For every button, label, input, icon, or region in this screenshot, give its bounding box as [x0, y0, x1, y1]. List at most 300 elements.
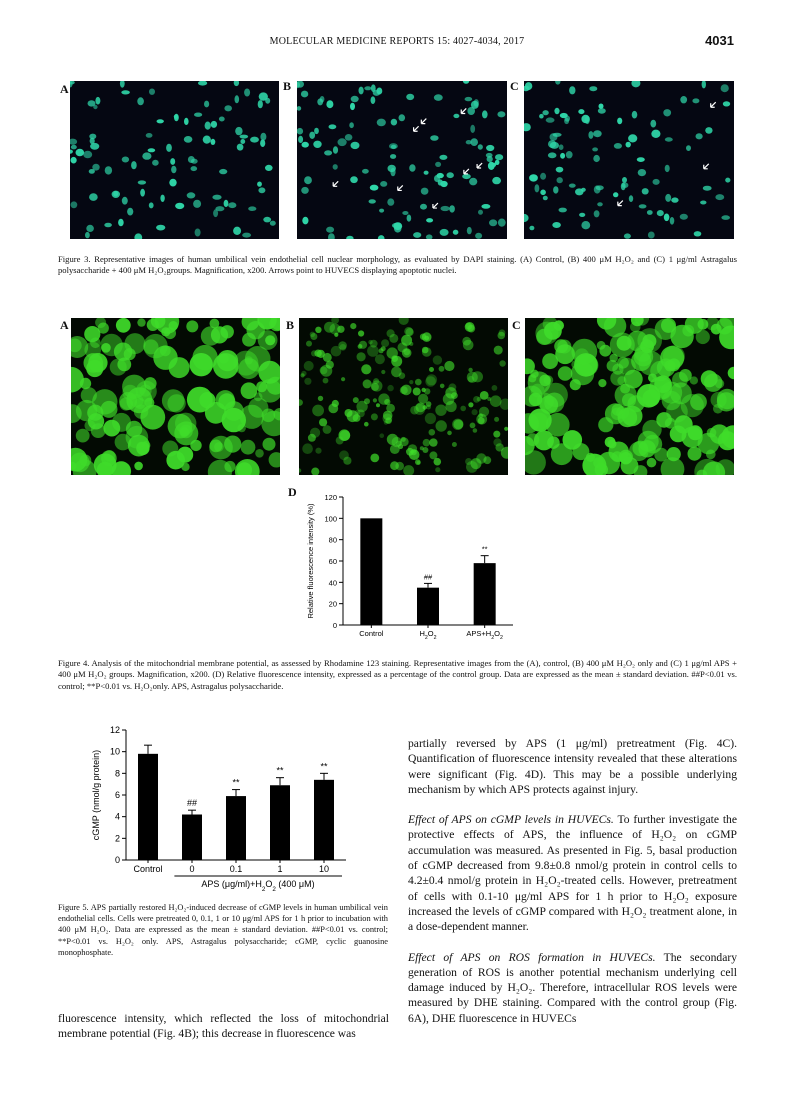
fig3-panel-label-b: B [283, 79, 292, 93]
bar [270, 785, 290, 860]
nucleus [402, 211, 408, 215]
nucleus [628, 134, 637, 142]
stained-cell [320, 365, 332, 377]
stained-cell [213, 353, 239, 379]
stained-cell [387, 434, 398, 445]
nucleus [665, 137, 673, 141]
nucleus [242, 233, 251, 238]
nucleus [219, 117, 225, 122]
nucleus [148, 148, 156, 152]
nucleus [390, 168, 395, 176]
nucleus [593, 130, 602, 137]
nucleus [594, 210, 600, 217]
nucleus [435, 162, 441, 167]
stained-cell [656, 412, 672, 428]
nucleus [585, 116, 590, 124]
nucleus [146, 133, 153, 138]
nucleus [421, 188, 429, 195]
nucleus [326, 227, 334, 233]
stained-cell [429, 429, 436, 436]
stained-cell [453, 420, 463, 430]
stained-cell [426, 405, 431, 410]
nucleus [257, 182, 262, 187]
nucleus [265, 165, 273, 171]
stained-cell [445, 387, 456, 398]
apoptosis-arrow-icon [464, 169, 469, 174]
nucleus [650, 120, 656, 128]
nucleus [588, 131, 593, 139]
stained-cell [364, 398, 370, 404]
stained-cell [358, 330, 364, 336]
stained-cell [101, 401, 118, 418]
fig4-micrograph-aps [525, 318, 734, 475]
nucleus [556, 167, 564, 173]
nucleus [637, 157, 645, 162]
stained-cell [409, 342, 413, 346]
fig3-panel-label-a: A [60, 82, 69, 96]
stained-cell [422, 388, 426, 392]
stained-cell [492, 385, 498, 391]
nucleus [122, 157, 129, 163]
stained-cell [403, 465, 414, 475]
micrograph-image [299, 318, 508, 475]
nucleus [694, 231, 702, 236]
stained-cell [387, 329, 395, 337]
nucleus [174, 114, 179, 122]
nucleus [430, 135, 438, 141]
significance-label: ## [186, 798, 198, 809]
y-tick-label: 6 [114, 790, 120, 800]
stained-cell [711, 324, 722, 335]
nucleus [653, 179, 660, 185]
nucleus [152, 160, 159, 166]
y-tick-label: 8 [114, 768, 120, 779]
nucleus [104, 223, 112, 228]
nucleus [553, 133, 562, 137]
nucleus [134, 233, 142, 239]
nucleus [622, 183, 629, 188]
y-tick-label: 2 [114, 833, 120, 844]
stained-cell [134, 462, 143, 471]
nucleus [193, 200, 201, 208]
nucleus [70, 81, 75, 85]
apoptosis-arrow-icon [421, 119, 426, 124]
nucleus [413, 232, 421, 238]
stained-cell [440, 384, 445, 389]
stained-cell [473, 396, 480, 403]
y-tick-label: 20 [328, 599, 337, 609]
nucleus [175, 203, 184, 209]
nucleus [642, 188, 649, 194]
stained-cell [660, 382, 682, 404]
nucleus [548, 152, 557, 158]
nucleus [470, 125, 475, 133]
nucleus [371, 96, 376, 104]
nucleus [149, 89, 155, 95]
stained-cell [315, 327, 321, 333]
nucleus [559, 208, 567, 213]
stained-cell [323, 378, 329, 384]
nucleus [213, 209, 218, 217]
nucleus [351, 96, 359, 102]
stained-cell [433, 355, 442, 364]
stained-cell [350, 323, 356, 329]
y-tick-label: 12 [109, 725, 120, 735]
stained-cell [597, 452, 620, 475]
nucleus [204, 101, 209, 108]
stained-cell [409, 380, 413, 384]
nucleus [329, 124, 337, 129]
stained-cell [370, 454, 379, 463]
nucleus [680, 96, 687, 103]
nucleus [723, 101, 730, 106]
stained-cell [361, 364, 371, 374]
nucleus [663, 109, 671, 116]
fig4-panel-label-b: B [286, 318, 295, 332]
apoptosis-arrow-icon [704, 164, 709, 169]
stained-cell [544, 393, 564, 413]
nucleus [631, 81, 640, 87]
nucleus [235, 127, 242, 135]
nucleus [535, 184, 540, 192]
nucleus [465, 97, 473, 101]
stained-cell [80, 455, 92, 467]
nucleus [71, 145, 77, 150]
stained-cell [647, 458, 657, 468]
fig4-panel-label-c: C [512, 318, 521, 332]
nucleus [686, 145, 691, 151]
stained-cell [547, 436, 560, 449]
stained-cell [299, 399, 303, 406]
stained-cell [435, 467, 440, 472]
stained-cell [434, 458, 442, 466]
stained-cell [357, 352, 366, 361]
stained-cell [401, 385, 412, 396]
nucleus [593, 155, 600, 162]
stained-cell [112, 413, 131, 432]
nucleus [390, 154, 396, 159]
nucleus [270, 221, 276, 226]
nucleus [529, 174, 538, 181]
stained-cell [493, 438, 501, 446]
stained-cell [436, 420, 447, 431]
micrograph-image [70, 81, 279, 239]
nucleus [482, 110, 488, 118]
nucleus [543, 196, 548, 201]
nucleus [632, 111, 638, 119]
stained-cell [655, 319, 676, 340]
stained-cell [263, 438, 276, 451]
stained-cell [255, 449, 264, 458]
nucleus [86, 225, 94, 232]
nucleus [639, 204, 647, 208]
nucleus [198, 81, 207, 86]
nucleus [88, 100, 96, 106]
stained-cell [425, 376, 436, 387]
stained-cell [463, 340, 474, 351]
nucleus [614, 143, 622, 149]
nucleus [546, 117, 555, 122]
stained-cell [385, 417, 392, 424]
x-category-label: 10 [318, 864, 330, 874]
nucleus [715, 194, 724, 200]
stained-cell [381, 346, 386, 351]
nucleus [657, 210, 664, 216]
x-category-label: Control [133, 864, 163, 874]
nucleus [324, 150, 332, 155]
nucleus [409, 164, 415, 171]
nucleus [166, 144, 172, 152]
nucleus [351, 142, 360, 149]
nucleus [557, 177, 563, 183]
nucleus [140, 189, 145, 197]
nucleus [333, 146, 338, 154]
nucleus [137, 97, 144, 105]
stained-cell [468, 368, 472, 372]
apoptosis-arrow-icon [477, 163, 482, 168]
nucleus [188, 156, 195, 163]
nucleus [121, 90, 130, 94]
nucleus [304, 176, 312, 184]
significance-label: ** [276, 765, 284, 776]
stained-cell [525, 450, 546, 474]
stained-cell [363, 379, 372, 388]
stained-cell [353, 397, 359, 403]
nucleus [297, 106, 301, 111]
nucleus [309, 132, 315, 139]
y-tick-label: 80 [328, 535, 337, 545]
stained-cell [116, 318, 131, 333]
fig4-panel-label-d: D [288, 485, 297, 499]
stained-cell [373, 378, 379, 384]
section-heading-cgmp: Effect of APS on cGMP levels in HUVECs. [408, 813, 614, 827]
stained-cell [247, 321, 265, 339]
x-category-label: $APS+H_2O_2$ [466, 629, 503, 641]
nucleus [462, 174, 471, 179]
body-paragraph-3-text: The secondary generation of ROS is another potential mechanism underlying cell damage induced by H₂O₂. Therefore, intracellular ROS levels were measured by DHE staining. Compared with the control group (Fig. 6A), DHE fluorescence in HUVECs [408, 950, 737, 1025]
stained-cell [371, 413, 378, 420]
nucleus [127, 208, 133, 216]
stained-cell [241, 382, 258, 399]
stained-cell [311, 468, 319, 476]
nucleus [95, 97, 100, 105]
nucleus [301, 91, 308, 98]
stained-cell [375, 354, 385, 364]
stained-cell [586, 453, 595, 462]
nucleus [171, 166, 176, 173]
body-paragraph-2-text: To further investigate the protective effects of APS, the influence of H₂O₂ on cGMP accumulation was measured. As presented in Fig. 5, basal production of cGMP decreased from 9.8±0.8 nmol/g protein in control cells to 4.2±0.4 nmol/g protein in H₂O₂-treated cells. However, pretreatment of cells with 0.1-10 μg/ml APS for 1 h prior to H₂O₂ exposure increased the levels of cGMP compared with H₂O₂ treatment alone, in a dose-dependent manner. [408, 813, 737, 934]
nucleus [539, 114, 544, 119]
stained-cell [359, 341, 367, 349]
fig5-bar-chart [86, 722, 356, 894]
x-category-label: 1 [277, 864, 283, 874]
stained-cell [418, 394, 428, 404]
nucleus [89, 193, 98, 201]
stained-cell [468, 402, 473, 407]
nucleus [297, 128, 303, 135]
nucleus [474, 99, 479, 107]
stained-cell [530, 413, 548, 431]
stained-cell [399, 318, 409, 325]
nucleus [721, 84, 729, 92]
y-tick-label: 0 [114, 855, 120, 865]
fig3-panel-label-c: C [510, 79, 519, 93]
stained-cell [499, 360, 505, 366]
stained-cell [311, 350, 317, 356]
stained-cell [415, 459, 421, 465]
stained-cell [340, 430, 351, 441]
nucleus [191, 166, 198, 171]
nucleus [434, 175, 440, 182]
nucleus [542, 110, 548, 115]
stained-cell [478, 413, 483, 418]
nucleus [377, 88, 383, 95]
nucleus [424, 171, 429, 175]
nucleus [665, 165, 670, 172]
stained-cell [494, 346, 503, 355]
stained-cell [88, 413, 104, 429]
bar [138, 754, 158, 860]
nucleus [540, 190, 546, 196]
nucleus [555, 81, 560, 85]
nucleus [680, 214, 688, 220]
nucleus [495, 154, 503, 160]
stained-cell [425, 413, 436, 424]
section-heading-ros: Effect of APS on ROS formation in HUVECs. [408, 950, 656, 964]
stained-cell [642, 334, 656, 348]
body-paragraph-1: partially reversed by APS (1 μg/ml) pretreatment (Fig. 4C). Quantification of fluorescence intensity revealed that these alterations were significant (Fig. 4D). This may be a possible underlying mechanism by which APS protects against injury. [408, 737, 737, 796]
nucleus [581, 221, 590, 229]
nucleus [250, 137, 259, 143]
stained-cell [201, 326, 220, 345]
stained-cell [401, 437, 406, 442]
stained-cell [181, 463, 189, 471]
nucleus [184, 118, 189, 125]
nucleus [696, 133, 703, 139]
stained-cell [446, 401, 457, 412]
stained-cell [137, 318, 145, 326]
nucleus [345, 134, 353, 141]
x-category-label: $H_2O_2$ [419, 629, 437, 641]
nucleus [665, 194, 671, 202]
nucleus [599, 104, 604, 109]
stained-cell [617, 357, 629, 369]
stained-cell [328, 404, 338, 414]
nucleus [478, 210, 483, 215]
nucleus [449, 205, 455, 212]
micrograph-image [71, 318, 280, 475]
body-paragraph-2 [408, 812, 737, 934]
stained-cell [711, 392, 727, 408]
stained-cell [391, 367, 402, 378]
stained-cell [465, 323, 472, 330]
stained-cell [608, 440, 617, 449]
nucleus [85, 232, 90, 238]
nucleus [377, 119, 386, 127]
nucleus [370, 185, 379, 191]
stained-cell [110, 359, 127, 376]
nucleus [298, 136, 303, 143]
nucleus [170, 158, 175, 165]
nucleus [338, 138, 347, 146]
nucleus [488, 162, 495, 170]
nucleus [426, 234, 433, 239]
stained-cell [435, 405, 446, 416]
stained-cell [218, 393, 235, 410]
stained-cell [317, 350, 325, 358]
nucleus [258, 100, 263, 108]
nucleus [447, 172, 454, 178]
nucleus [235, 95, 240, 103]
stained-cell [315, 448, 321, 454]
stained-cell [168, 414, 193, 439]
nucleus [260, 133, 266, 141]
body-paragraph: fluorescence intensity, which reflected the loss of mitochondrial membrane potential (Fig. 4B); this decrease in fluorescence was [58, 1012, 389, 1041]
nucleus [553, 186, 558, 193]
nucleus [393, 222, 402, 230]
nucleus [258, 187, 265, 193]
nucleus [559, 144, 564, 150]
stained-cell [386, 404, 395, 413]
stained-cell [304, 361, 314, 371]
nucleus [83, 151, 92, 159]
nucleus [195, 229, 201, 237]
stained-cell [638, 431, 659, 452]
nucleus [328, 233, 335, 239]
nucleus [112, 191, 120, 198]
nucleus [702, 81, 706, 88]
bar [360, 518, 382, 625]
nucleus [700, 201, 706, 205]
nucleus [592, 147, 598, 151]
nucleus [407, 215, 412, 222]
nucleus [566, 151, 573, 158]
nucleus [440, 181, 447, 187]
nucleus [346, 236, 353, 239]
stained-cell [460, 406, 466, 412]
stained-cell [98, 323, 109, 334]
y-tick-label: 4 [114, 811, 120, 822]
stained-cell [688, 447, 702, 461]
nucleus [240, 135, 249, 139]
nucleus [333, 164, 338, 170]
significance-label: ** [320, 761, 328, 772]
stained-cell [429, 438, 437, 446]
fig3-micrograph-aps [524, 81, 734, 239]
stained-cell [439, 366, 445, 372]
nucleus [426, 218, 433, 222]
nucleus [399, 114, 406, 121]
stained-cell [380, 433, 385, 438]
nucleus [350, 176, 358, 183]
figure-4-caption: Figure 4. Analysis of the mitochondrial membrane potential, as assessed by Rhodamine 123 staining. Representative images from the (A), control, (B) 400 μM H₂O₂ only and (C) 1 μg/ml APS + 400 μM H₂O₂ groups. Magnification, x200. (D) Relative fluorescence intensity, expressed as a percentage of the control group. Data are expressed as the mean ± standard deviation. ##P<0.01 vs. control; **P<0.01 vs. H₂O₂only. APS, Astragalus polysaccharide. [58, 658, 737, 691]
nucleus [120, 81, 125, 88]
stained-cell [84, 353, 104, 373]
fig4-micrograph-control [71, 318, 280, 475]
nucleus [118, 219, 124, 227]
nucleus [149, 202, 154, 208]
stained-cell [571, 339, 597, 365]
nucleus [211, 121, 217, 128]
significance-label: ** [481, 544, 488, 554]
nucleus [194, 113, 202, 117]
stained-cell [668, 358, 681, 371]
stained-cell [571, 362, 594, 385]
nucleus [160, 195, 164, 202]
stained-cell [728, 367, 734, 379]
nucleus [629, 195, 633, 202]
stained-cell [544, 322, 562, 340]
